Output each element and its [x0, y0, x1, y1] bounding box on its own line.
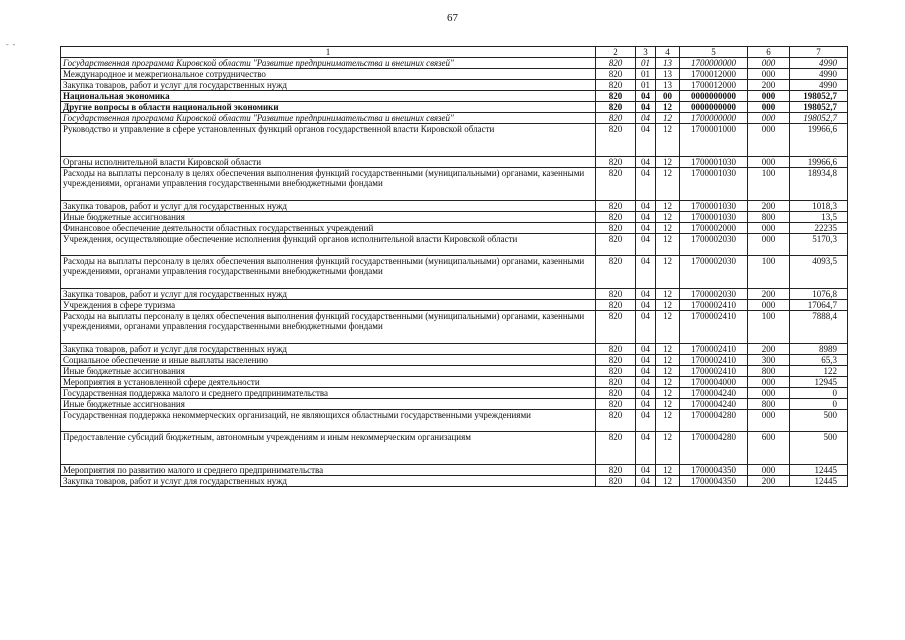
amount-cell: 4093,5 [790, 256, 848, 289]
target-item-cell: 1700001030 [680, 201, 748, 212]
amount-cell: 7888,4 [790, 311, 848, 344]
admin-code-cell: 820 [596, 289, 636, 300]
section-cell: 04 [636, 355, 656, 366]
expense-type-cell: 000 [748, 388, 790, 399]
expense-type-cell: 000 [748, 69, 790, 80]
section-cell: 04 [636, 113, 656, 124]
section-cell: 04 [636, 212, 656, 223]
section-cell: 04 [636, 432, 656, 465]
table-row [61, 432, 848, 465]
amount-cell: 19966,6 [790, 124, 848, 157]
section-cell: 04 [636, 124, 656, 157]
amount-cell: 4990 [790, 58, 848, 69]
table-row [61, 344, 848, 355]
table-row [61, 157, 848, 168]
amount-cell: 198052,7 [790, 113, 848, 124]
target-item-cell: 1700002410 [680, 300, 748, 311]
header-cell: 2 [596, 47, 636, 58]
table-row [61, 168, 848, 201]
amount-cell: 500 [790, 410, 848, 432]
subsection-cell: 00 [656, 91, 680, 102]
expense-type-cell: 600 [748, 432, 790, 465]
amount-cell: 19966,6 [790, 157, 848, 168]
admin-code-cell: 820 [596, 388, 636, 399]
target-item-cell: 1700004280 [680, 410, 748, 432]
row-name-cell: Расходы на выплаты персоналу в целях обеспечения выполнения функций государственными (муниципальными) органами, казенными учреждениями, органами управления государственными внебюджетными фондами [61, 311, 596, 344]
subsection-cell: 12 [656, 124, 680, 157]
amount-cell: 22235 [790, 223, 848, 234]
table-row [61, 377, 848, 388]
expense-type-cell: 100 [748, 168, 790, 201]
target-item-cell: 1700001030 [680, 168, 748, 201]
subsection-cell: 12 [656, 234, 680, 256]
subsection-cell: 13 [656, 69, 680, 80]
row-name-cell: Мероприятия в установленной сфере деятельности [61, 377, 596, 388]
table-row [61, 124, 848, 157]
expense-type-cell: 000 [748, 465, 790, 476]
target-item-cell: 1700004350 [680, 476, 748, 487]
target-item-cell: 1700002000 [680, 223, 748, 234]
table-row [61, 311, 848, 344]
section-cell: 04 [636, 311, 656, 344]
subsection-cell: 12 [656, 223, 680, 234]
amount-cell: 12445 [790, 465, 848, 476]
admin-code-cell: 820 [596, 432, 636, 465]
subsection-cell: 12 [656, 157, 680, 168]
table-row [61, 366, 848, 377]
table-row [61, 355, 848, 366]
amount-cell: 198052,7 [790, 102, 848, 113]
section-cell: 04 [636, 465, 656, 476]
row-name-cell: Государственная программа Кировской области "Развитие предпринимательства и внешних связей" [61, 58, 596, 69]
admin-code-cell: 820 [596, 124, 636, 157]
table-row [61, 234, 848, 256]
section-cell: 04 [636, 201, 656, 212]
row-name-cell: Государственная поддержка малого и среднего предпринимательства [61, 388, 596, 399]
row-name-cell: Закупка товаров, работ и услуг для государственных нужд [61, 289, 596, 300]
table-row [61, 256, 848, 289]
admin-code-cell: 820 [596, 355, 636, 366]
section-cell: 04 [636, 157, 656, 168]
amount-cell: 13,5 [790, 212, 848, 223]
amount-cell: 500 [790, 432, 848, 465]
section-cell: 04 [636, 476, 656, 487]
admin-code-cell: 820 [596, 377, 636, 388]
target-item-cell: 1700000000 [680, 113, 748, 124]
amount-cell: 18934,8 [790, 168, 848, 201]
table-row [61, 465, 848, 476]
amount-cell: 65,3 [790, 355, 848, 366]
expense-type-cell: 200 [748, 344, 790, 355]
table-row [61, 102, 848, 113]
expense-type-cell: 800 [748, 212, 790, 223]
subsection-cell: 12 [656, 388, 680, 399]
admin-code-cell: 820 [596, 399, 636, 410]
expense-type-cell: 000 [748, 102, 790, 113]
subsection-cell: 12 [656, 212, 680, 223]
row-name-cell: Национальная экономика [61, 91, 596, 102]
section-cell: 04 [636, 399, 656, 410]
admin-code-cell: 820 [596, 91, 636, 102]
row-name-cell: Органы исполнительной власти Кировской области [61, 157, 596, 168]
row-name-cell: Закупка товаров, работ и услуг для государственных нужд [61, 476, 596, 487]
section-cell: 04 [636, 168, 656, 201]
table-row [61, 212, 848, 223]
subsection-cell: 12 [656, 102, 680, 113]
expense-type-cell: 000 [748, 124, 790, 157]
section-cell: 04 [636, 366, 656, 377]
section-cell: 04 [636, 377, 656, 388]
target-item-cell: 1700004350 [680, 465, 748, 476]
admin-code-cell: 820 [596, 102, 636, 113]
section-cell: 04 [636, 388, 656, 399]
table-row [61, 300, 848, 311]
table-row [61, 113, 848, 124]
expense-type-cell: 000 [748, 234, 790, 256]
section-cell: 04 [636, 234, 656, 256]
row-name-cell: Закупка товаров, работ и услуг для государственных нужд [61, 80, 596, 91]
subsection-cell: 12 [656, 311, 680, 344]
header-cell: 1 [61, 47, 596, 58]
subsection-cell: 12 [656, 344, 680, 355]
row-name-cell: Социальное обеспечение и иные выплаты населению [61, 355, 596, 366]
target-item-cell: 1700001030 [680, 212, 748, 223]
section-cell: 04 [636, 91, 656, 102]
row-name-cell: Международное и межрегиональное сотрудничество [61, 69, 596, 80]
expense-type-cell: 000 [748, 113, 790, 124]
admin-code-cell: 820 [596, 201, 636, 212]
table-row [61, 410, 848, 432]
admin-code-cell: 820 [596, 69, 636, 80]
admin-code-cell: 820 [596, 366, 636, 377]
admin-code-cell: 820 [596, 58, 636, 69]
admin-code-cell: 820 [596, 223, 636, 234]
row-name-cell: Иные бюджетные ассигнования [61, 366, 596, 377]
target-item-cell: 1700004240 [680, 399, 748, 410]
admin-code-cell: 820 [596, 344, 636, 355]
admin-code-cell: 820 [596, 476, 636, 487]
subsection-cell: 12 [656, 377, 680, 388]
subsection-cell: 12 [656, 432, 680, 465]
row-name-cell: Иные бюджетные ассигнования [61, 399, 596, 410]
header-cell: 3 [636, 47, 656, 58]
section-cell: 04 [636, 344, 656, 355]
section-cell: 01 [636, 69, 656, 80]
expense-type-cell: 200 [748, 476, 790, 487]
row-name-cell: Учреждения в сфере туризма [61, 300, 596, 311]
row-name-cell: Учреждения, осуществляющие обеспечение исполнения функций органов исполнительной власти Кировской области [61, 234, 596, 256]
subsection-cell: 12 [656, 289, 680, 300]
row-name-cell: Государственная поддержка некоммерческих организаций, не являющихся областными государственными учреждениями [61, 410, 596, 432]
row-name-cell: Государственная программа Кировской области "Развитие предпринимательства и внешних связей" [61, 113, 596, 124]
expense-type-cell: 100 [748, 256, 790, 289]
amount-cell: 198052,7 [790, 91, 848, 102]
scan-mark: - - [6, 40, 17, 49]
section-cell: 01 [636, 58, 656, 69]
subsection-cell: 12 [656, 366, 680, 377]
subsection-cell: 13 [656, 58, 680, 69]
section-cell: 01 [636, 80, 656, 91]
admin-code-cell: 820 [596, 80, 636, 91]
admin-code-cell: 820 [596, 157, 636, 168]
table-row [61, 201, 848, 212]
amount-cell: 5170,3 [790, 234, 848, 256]
target-item-cell: 1700000000 [680, 58, 748, 69]
section-cell: 04 [636, 102, 656, 113]
target-item-cell: 1700012000 [680, 80, 748, 91]
admin-code-cell: 820 [596, 168, 636, 201]
header-row [61, 47, 848, 58]
admin-code-cell: 820 [596, 256, 636, 289]
target-item-cell: 1700002030 [680, 256, 748, 289]
expense-type-cell: 200 [748, 201, 790, 212]
expense-type-cell: 000 [748, 377, 790, 388]
amount-cell: 122 [790, 366, 848, 377]
table-row [61, 399, 848, 410]
expense-type-cell: 000 [748, 223, 790, 234]
subsection-cell: 12 [656, 113, 680, 124]
target-item-cell: 1700001000 [680, 124, 748, 157]
target-item-cell: 1700002410 [680, 366, 748, 377]
subsection-cell: 12 [656, 300, 680, 311]
expense-type-cell: 200 [748, 289, 790, 300]
amount-cell: 12445 [790, 476, 848, 487]
expense-type-cell: 300 [748, 355, 790, 366]
section-cell: 04 [636, 223, 656, 234]
admin-code-cell: 820 [596, 311, 636, 344]
subsection-cell: 12 [656, 476, 680, 487]
expense-type-cell: 800 [748, 399, 790, 410]
expense-type-cell: 000 [748, 58, 790, 69]
expense-type-cell: 000 [748, 300, 790, 311]
section-cell: 04 [636, 256, 656, 289]
header-cell: 6 [748, 47, 790, 58]
expense-type-cell: 800 [748, 366, 790, 377]
row-name-cell: Руководство и управление в сфере установленных функций органов государственной власти Кировской области [61, 124, 596, 157]
table-row [61, 58, 848, 69]
admin-code-cell: 820 [596, 465, 636, 476]
expense-type-cell: 000 [748, 91, 790, 102]
target-item-cell: 1700002410 [680, 355, 748, 366]
expense-type-cell: 000 [748, 157, 790, 168]
admin-code-cell: 820 [596, 113, 636, 124]
subsection-cell: 12 [656, 168, 680, 201]
target-item-cell: 0000000000 [680, 102, 748, 113]
table-row [61, 69, 848, 80]
subsection-cell: 12 [656, 410, 680, 432]
target-item-cell: 0000000000 [680, 91, 748, 102]
amount-cell: 4990 [790, 80, 848, 91]
target-item-cell: 1700002030 [680, 289, 748, 300]
amount-cell: 0 [790, 388, 848, 399]
target-item-cell: 1700002030 [680, 234, 748, 256]
amount-cell: 0 [790, 399, 848, 410]
table-row [61, 91, 848, 102]
amount-cell: 8989 [790, 344, 848, 355]
header-cell: 7 [790, 47, 848, 58]
target-item-cell: 1700001030 [680, 157, 748, 168]
admin-code-cell: 820 [596, 212, 636, 223]
header-cell: 4 [656, 47, 680, 58]
header-cell: 5 [680, 47, 748, 58]
row-name-cell: Предоставление субсидий бюджетным, автономным учреждениям и иным некоммерческим организациям [61, 432, 596, 465]
admin-code-cell: 820 [596, 234, 636, 256]
subsection-cell: 13 [656, 80, 680, 91]
row-name-cell: Закупка товаров, работ и услуг для государственных нужд [61, 344, 596, 355]
section-cell: 04 [636, 410, 656, 432]
subsection-cell: 12 [656, 399, 680, 410]
row-name-cell: Мероприятия по развитию малого и среднего предпринимательства [61, 465, 596, 476]
table-row [61, 289, 848, 300]
amount-cell: 1076,8 [790, 289, 848, 300]
page-number: 67 [447, 12, 458, 24]
row-name-cell: Расходы на выплаты персоналу в целях обеспечения выполнения функций государственными (муниципальными) органами, казенными учреждениями, органами управления государственными внебюджетными фондами [61, 168, 596, 201]
subsection-cell: 12 [656, 201, 680, 212]
expense-type-cell: 000 [748, 410, 790, 432]
row-name-cell: Другие вопросы в области национальной экономики [61, 102, 596, 113]
amount-cell: 17064,7 [790, 300, 848, 311]
row-name-cell: Иные бюджетные ассигнования [61, 212, 596, 223]
admin-code-cell: 820 [596, 410, 636, 432]
target-item-cell: 1700002410 [680, 311, 748, 344]
section-cell: 04 [636, 300, 656, 311]
amount-cell: 12945 [790, 377, 848, 388]
row-name-cell: Расходы на выплаты персоналу в целях обеспечения выполнения функций государственными (муниципальными) органами, казенными учреждениями, органами управления государственными внебюджетными фондами [61, 256, 596, 289]
table-row [61, 223, 848, 234]
subsection-cell: 12 [656, 256, 680, 289]
target-item-cell: 1700004000 [680, 377, 748, 388]
subsection-cell: 12 [656, 355, 680, 366]
row-name-cell: Финансовое обеспечение деятельности областных государственных учреждений [61, 223, 596, 234]
target-item-cell: 1700002410 [680, 344, 748, 355]
table-row [61, 476, 848, 487]
target-item-cell: 1700004280 [680, 432, 748, 465]
target-item-cell: 1700004240 [680, 388, 748, 399]
section-cell: 04 [636, 289, 656, 300]
subsection-cell: 12 [656, 465, 680, 476]
target-item-cell: 1700012000 [680, 69, 748, 80]
expense-type-cell: 200 [748, 80, 790, 91]
row-name-cell: Закупка товаров, работ и услуг для государственных нужд [61, 201, 596, 212]
expense-type-cell: 100 [748, 311, 790, 344]
amount-cell: 4990 [790, 69, 848, 80]
table-row [61, 388, 848, 399]
budget-table [60, 46, 848, 487]
table-row [61, 80, 848, 91]
admin-code-cell: 820 [596, 300, 636, 311]
amount-cell: 1018,3 [790, 201, 848, 212]
